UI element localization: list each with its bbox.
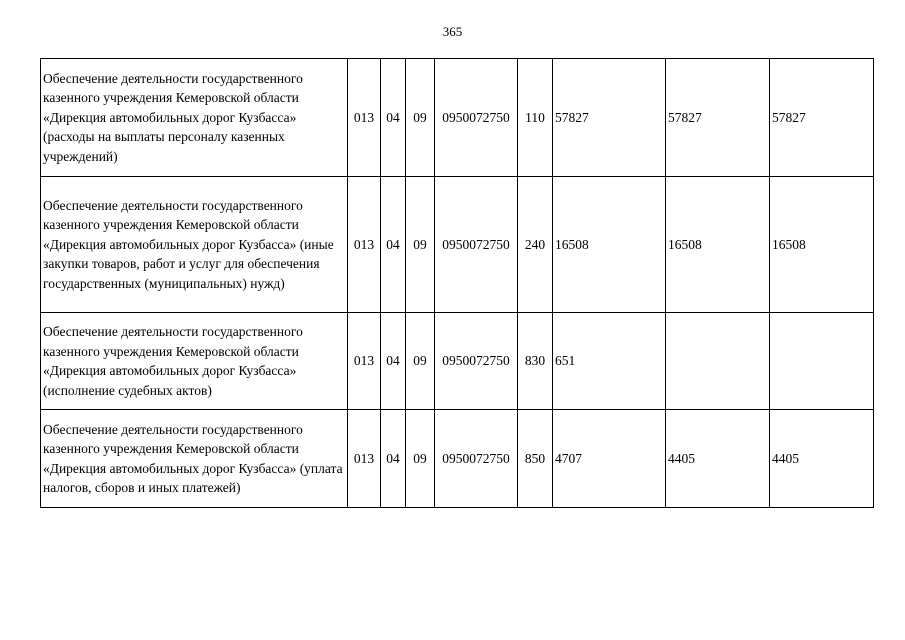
section-code: 04: [381, 313, 406, 410]
subsection-code: 09: [406, 410, 435, 508]
amount-year-1: 4707: [553, 410, 666, 508]
ministry-code: 013: [348, 313, 381, 410]
amount-year-2: 4405: [666, 410, 770, 508]
target-article-code: 0950072750: [435, 410, 518, 508]
row-description: Обеспечение деятельности государственного казенного учреждения Кемеровской области «Дирекция автомобильных дорог Кузбасса» (расходы на выплаты персоналу казенных учреждений): [41, 59, 348, 177]
ministry-code: 013: [348, 59, 381, 177]
table-row: [41, 177, 874, 313]
amount-year-3: 16508: [770, 177, 874, 313]
table-row: [41, 410, 874, 508]
target-article-code: 0950072750: [435, 177, 518, 313]
amount-year-1: 16508: [553, 177, 666, 313]
ministry-code: 013: [348, 177, 381, 313]
expense-type-code: 240: [518, 177, 553, 313]
amount-year-3: [770, 313, 874, 410]
subsection-code: 09: [406, 59, 435, 177]
section-code: 04: [381, 410, 406, 508]
amount-year-3: 57827: [770, 59, 874, 177]
target-article-code: 0950072750: [435, 59, 518, 177]
page-number: 365: [442, 24, 463, 39]
amount-year-1: 651: [553, 313, 666, 410]
expense-type-code: 830: [518, 313, 553, 410]
section-code: 04: [381, 177, 406, 313]
row-description: Обеспечение деятельности государственного казенного учреждения Кемеровской области «Дирекция автомобильных дорог Кузбасса» (иные закупки товаров, работ и услуг для обеспечения государственных (муниципальных) нужд): [41, 177, 348, 313]
amount-year-2: [666, 313, 770, 410]
amount-year-3: 4405: [770, 410, 874, 508]
ministry-code: 013: [348, 410, 381, 508]
table-row: [41, 313, 874, 410]
subsection-code: 09: [406, 313, 435, 410]
amount-year-2: 16508: [666, 177, 770, 313]
amount-year-1: 57827: [553, 59, 666, 177]
expense-type-code: 850: [518, 410, 553, 508]
table-row: [41, 59, 874, 177]
row-description: Обеспечение деятельности государственного казенного учреждения Кемеровской области «Дирекция автомобильных дорог Кузбасса» (исполнение судебных актов): [41, 313, 348, 410]
target-article-code: 0950072750: [435, 313, 518, 410]
expense-type-code: 110: [518, 59, 553, 177]
amount-year-2: 57827: [666, 59, 770, 177]
subsection-code: 09: [406, 177, 435, 313]
budget-table: [40, 58, 874, 508]
row-description: Обеспечение деятельности государственного казенного учреждения Кемеровской области «Дирекция автомобильных дорог Кузбасса» (уплата налогов, сборов и иных платежей): [41, 410, 348, 508]
section-code: 04: [381, 59, 406, 177]
